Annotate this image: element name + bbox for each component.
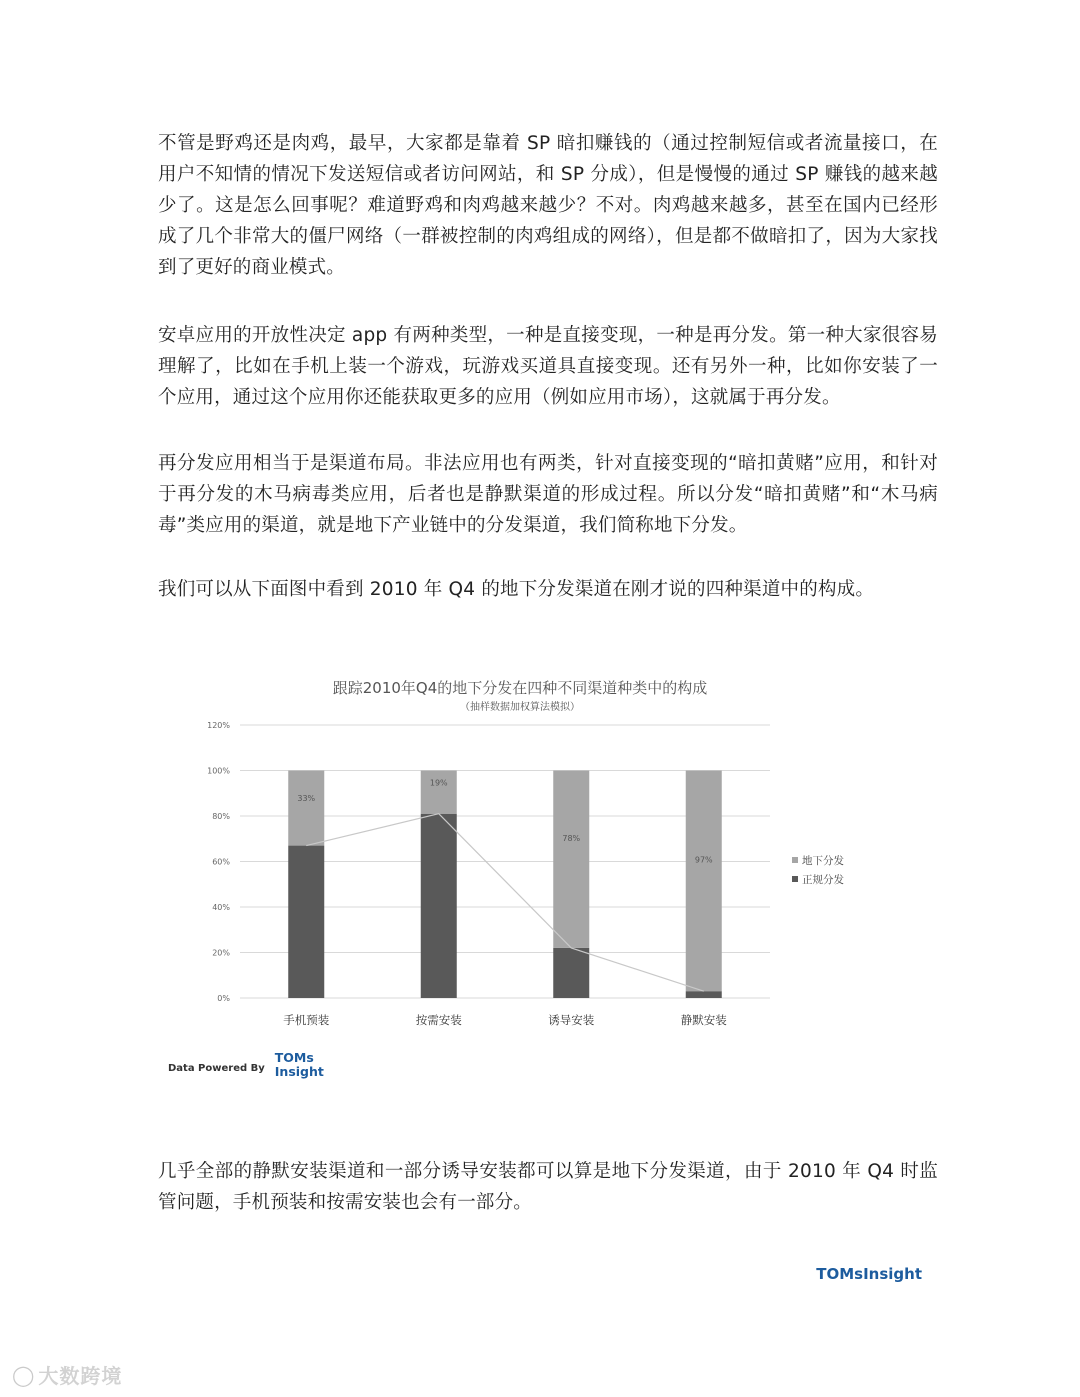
y-tick-label: 40%: [212, 903, 230, 912]
paragraph-chart-intro: 我们可以从下面图中看到 2010 年 Q4 的地下分发渠道在刚才说的四种渠道中的构成。: [158, 579, 875, 600]
data-label: 97%: [694, 855, 713, 865]
watermark: [12, 1360, 122, 1389]
bar-underground: [553, 771, 589, 948]
legend-label: 地下分发: [802, 855, 844, 867]
legend-swatch: [792, 857, 798, 863]
legend-label: 正规分发: [802, 874, 844, 886]
credit-logo: TOMs Insight: [274, 1050, 324, 1079]
x-tick-label: 静默安装: [680, 1013, 727, 1027]
data-label: 19%: [429, 778, 448, 788]
bar-underground: [421, 771, 457, 814]
data-label: 78%: [562, 834, 581, 844]
distribution-chart: [160, 665, 880, 1049]
watermark-text: 大数跨境: [38, 1364, 123, 1388]
chart-svg: [160, 665, 880, 1045]
paragraph-redistribution: 再分发应用相当于是渠道布局。非法应用也有两类，针对直接变现的“暗扣黄赌”应用，和针对于再分发的木马病毒类应用，后者也是静默渠道的形成过程。所以分发“暗扣黄赌”和“木马病毒”类应用的渠道，就是地下产业链中的分发渠道，我们简称地下分发。: [158, 453, 938, 536]
chat-bubble-icon: ◯: [12, 1362, 35, 1387]
bar-formal: [288, 846, 324, 998]
bar-formal: [421, 814, 457, 998]
y-tick-label: 20%: [212, 948, 230, 958]
bar-formal: [686, 991, 722, 998]
x-tick-label: 手机预装: [283, 1013, 330, 1027]
bar-formal: [553, 948, 589, 998]
paragraph-app-types: 安卓应用的开放性决定 app 有两种类型，一种是直接变现，一种是再分发。第一种大家很容易理解了，比如在手机上装一个游戏，玩游戏买道具直接变现。还有另外一种，比如你安装了一个应用，通过这个应用你还能获取更多的应用（例如应用市场），这就属于再分发。: [158, 325, 938, 408]
y-tick-label: 120%: [207, 721, 230, 730]
y-tick-label: 60%: [212, 857, 230, 867]
bar-underground: [288, 771, 324, 846]
y-tick-label: 80%: [212, 812, 230, 821]
chart-subtitle: （抽样数据加权算法模拟）: [460, 702, 580, 713]
chart-credit: [168, 1048, 335, 1082]
bar-underground: [686, 771, 722, 992]
y-tick-label: 100%: [207, 766, 230, 776]
paragraph-conclusion: 几乎全部的静默安装渠道和一部分诱导安装都可以算是地下分发渠道，由于 2010 年 Q4 时监管问题，手机预装和按需安装也会有一部分。: [158, 1161, 938, 1213]
x-tick-label: 按需安装: [415, 1013, 462, 1027]
credit-prefix: Data Powered By: [168, 1062, 265, 1074]
trend-line: [306, 814, 704, 991]
y-tick-label: 0%: [217, 994, 230, 1003]
x-tick-label: 诱导安装: [548, 1013, 595, 1027]
legend-swatch: [792, 876, 798, 882]
data-label: 33%: [297, 794, 316, 804]
footer-brand-logo: TOMsInsight: [816, 1265, 922, 1283]
chart-title: 跟踪2010年Q4的地下分发在四种不同渠道种类中的构成: [332, 679, 708, 697]
paragraph-sp-history: 不管是野鸡还是肉鸡，最早，大家都是靠着 SP 暗扣赚钱的（通过控制短信或者流量接口，在用户不知情的情况下发送短信或者访问网站，和 SP 分成），但是慢慢的通过 SP 赚钱的越来越少了。这是怎么回事呢？难道野鸡和肉鸡越来越少？不对。肉鸡越来越多，甚至在国内已经形成了几个非常大的僵尸网络（一群被控制的肉鸡组成的网络），但是都不做暗扣了，因为大家找到了更好的商业模式。: [158, 133, 938, 278]
